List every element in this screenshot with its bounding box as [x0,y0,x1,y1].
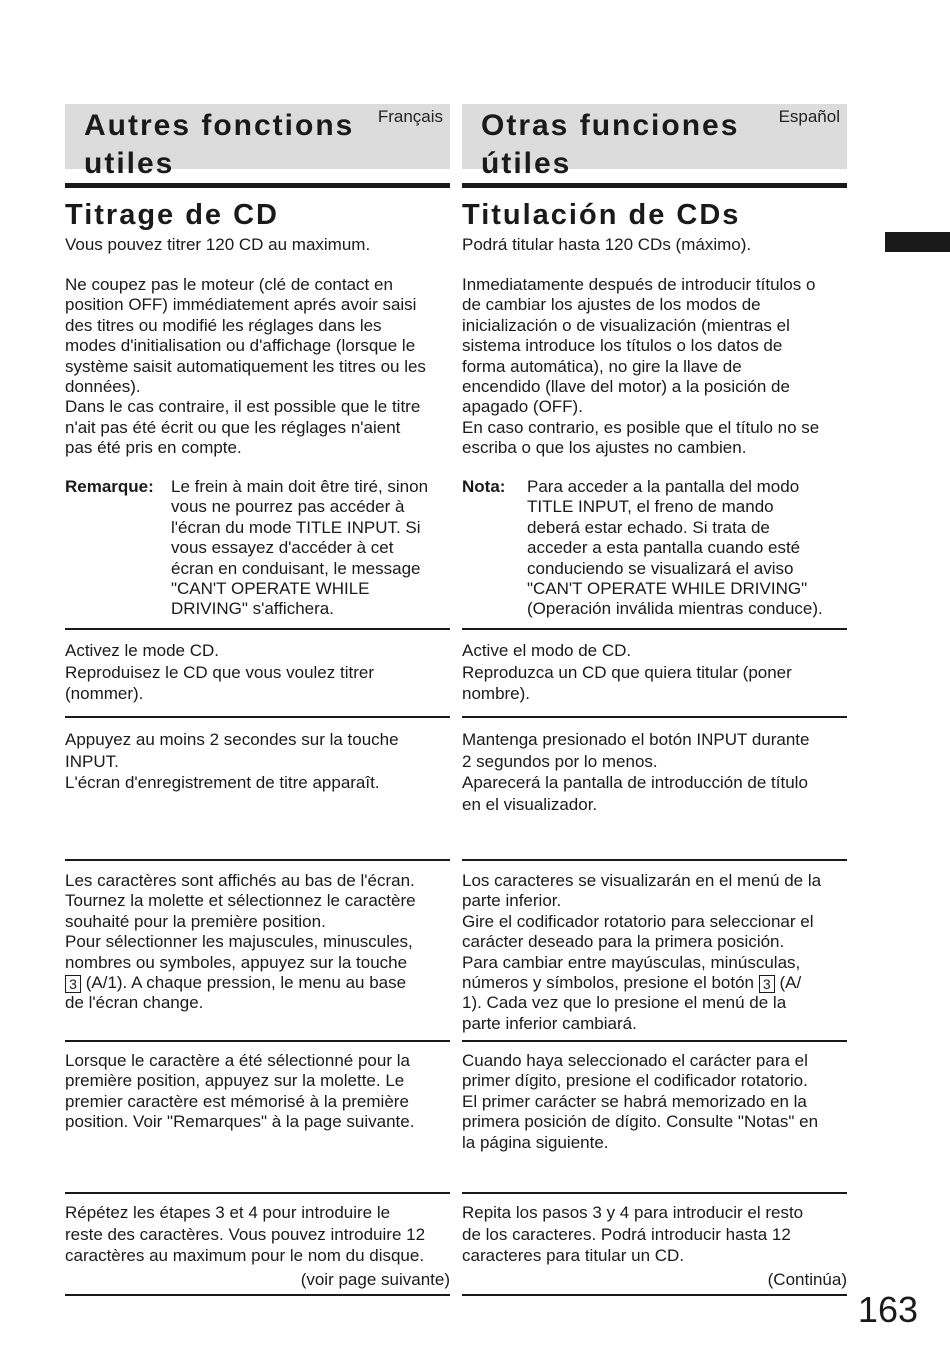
step-divider [462,859,847,861]
language-label: Español [778,107,840,126]
step-3-text-b: (A/1). A chaque pression, le menu au base de l'écran change. [65,973,407,1013]
step-1-text: Active el modo de CD. Reproduzca un CD que quiera titular (poner nombre). [462,641,792,703]
intro-text: Podrá titular hasta 120 CDs (máximo). [462,235,752,254]
subtitle: Titrage de CD [65,199,280,231]
language-label: Français [377,107,443,126]
section-rule [65,183,450,188]
warning-text: Ne coupez pas le moteur (clé de contact en position OFF) immédiatement aprés avoir saisi des titres ou modifié les réglages dans les modes d'initialisation ou d'affichage (lorsque le système saisit automatiquement les titres ou les données). Dans le cas contraire, il est possible que le titre n'ait pas été écrit ou que les réglages n'aient pas été pris en compte. [65,275,426,458]
step-3-text-a: Los caracteres se visualizarán en el menú de la parte inferior. Gire el codificador rotatorio para seleccionar el carácter deseado para la primera posición. Para cambiar entre mayúsculas, minúsculas, números y símbolos, presione el botón [462,871,822,993]
step-1-text: Activez le mode CD. Reproduisez le CD que vous voulez titrer (nommer). [65,641,374,703]
section-title: Autres fonctions utiles [84,109,355,180]
section-rule [462,183,847,188]
step-5-text: Repita los pasos 3 y 4 para introducir el resto de los caracteres. Podrá introducir hasta 12 caracteres para titular un CD. [462,1203,804,1265]
button-3-key: 3 [65,975,81,993]
step-5-text: Répétez les étapes 3 et 4 pour introduire le reste des caractères. Vous pouvez introduire 12 caractères au maximum pour le nom du disque. [65,1203,426,1265]
step-divider [65,716,450,718]
step-3-text [65,871,453,1014]
step-divider [462,1294,847,1296]
button-3-key: 3 [759,975,775,993]
step-3-text-b: (A/ 1). Cada vez que lo presione el menú de la parte inferior cambiará. [462,973,802,1033]
continued-label: (Continúa) [767,1270,847,1289]
step-4-text: Cuando haya seleccionado el carácter para el primer dígito, presione el codificador rotatorio. El primer carácter se habrá memorizado en la primera posición de dígito. Consulte "Notas" en la página siguiente. [462,1051,819,1152]
step-divider [65,1294,450,1296]
step-divider [65,859,450,861]
step-divider [65,1040,450,1042]
step-3-text [462,871,850,1034]
step-3-text-a: Les caractères sont affichés au bas de l'écran. Tournez la molette et sélectionnez le caractère souhaité pour la première position. Pour sélectionner les majuscules, minuscules, nombres ou symboles, appuyez sur la touche [65,871,416,972]
section-header [462,104,847,180]
section-title: Otras funciones útiles [481,109,740,180]
step-4-text: Lorsque le caractère a été sélectionné pour la première position, appuyez sur la molette. Le premier caractère est mémorisé à la première position. Voir "Remarques" à la page suivante. [65,1051,415,1132]
chapter-edge-tab [885,232,950,252]
step-divider [65,1192,450,1194]
section-header [65,104,450,180]
note-label: Remarque: [65,477,154,496]
page-number: 163 [857,1289,918,1330]
step-divider [462,716,847,718]
step-divider [65,628,450,630]
continued-label: (voir page suivante) [300,1270,450,1289]
intro-text: Vous pouvez titrer 120 CD au maximum. [65,235,371,254]
step-divider [462,628,847,630]
step-2-text: Mantenga presionado el botón INPUT durante 2 segundos por lo menos. Aparecerá la pantalla de introducción de título en el visualizador. [462,730,810,814]
warning-text: Inmediatamente después de introducir títulos o de cambiar los ajustes de los modos de inicialización o de visualización (mientras el sistema introduce los títulos o los datos de forma automática), no gire la llave de encendido (llave del motor) a la posición de apagado (OFF). En caso contrario, es posible que el título no se escriba o que los ajustes no cambien. [462,275,820,458]
subtitle: Titulación de CDs [462,199,741,231]
step-divider [462,1192,847,1194]
step-divider [462,1040,847,1042]
note-label: Nota: [462,477,506,496]
note-text: Para acceder a la pantalla del modo TITLE INPUT, el freno de mando deberá estar echado. Si trata de acceder a esta pantalla cuando esté conduciendo se visualizará el aviso "CAN'T OPERATE WHILE DRIVING" (Operación inválida mientras conduce). [527,477,823,619]
note-text: Le frein à main doit être tiré, sinon vous ne pourrez pas accéder à l'écran du mode TITLE INPUT. Si vous essayez d'accéder à cet écran en conduisant, le message "CAN'T OPERATE WHILE DRIVING" s'affichera. [171,477,429,619]
step-2-text: Appuyez au moins 2 secondes sur la touche INPUT. L'écran d'enregistrement de titre apparaît. [65,730,399,792]
